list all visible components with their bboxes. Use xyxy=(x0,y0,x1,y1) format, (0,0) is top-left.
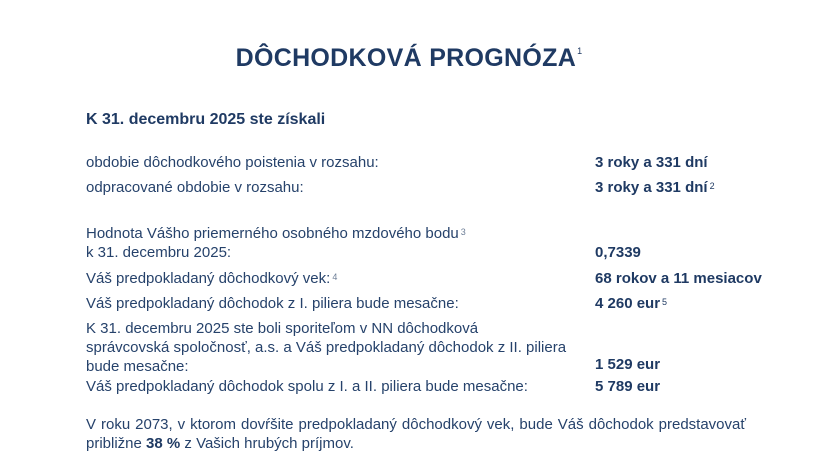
replacement-rate-paragraph xyxy=(86,415,746,453)
insurance-period-value xyxy=(595,153,708,172)
title-footnote-marker: 1 xyxy=(577,46,583,56)
pillar2-pension-row xyxy=(86,319,786,377)
wage-point-label-line2: k 31. decembru 2025: xyxy=(86,244,232,261)
retirement-age-footnote-marker: 4 xyxy=(332,272,338,282)
worked-period-label: odpracované obdobie v rozsahu: xyxy=(86,179,304,196)
replacement-rate-text-end: z Vašich hrubých príjmov. xyxy=(180,435,354,452)
pillar1-pension-value-text: 4 260 eur xyxy=(595,295,661,312)
pillar2-pension-label-line2: správcovská spoločnosť, a.s. a Váš predpokladaný dôchodok z II. piliera xyxy=(86,339,567,356)
wage-point-label-line1: Hodnota Vášho priemerného osobného mzdového bodu xyxy=(86,225,459,242)
worked-period-value xyxy=(595,178,715,197)
retirement-age-label xyxy=(86,269,566,288)
pillar1-footnote-marker: 5 xyxy=(662,297,668,307)
pillar2-pension-label xyxy=(86,319,586,376)
retirement-age-label-text: Váš predpokladaný dôchodkový vek: xyxy=(86,270,331,287)
page-title xyxy=(0,44,818,73)
pillar1-pension-value xyxy=(595,294,667,313)
insurance-period-label: obdobie dôchodkového poistenia v rozsahu: xyxy=(86,154,379,171)
replacement-rate-text-start: V roku 2073, v ktorom dovŕšite predpokladaný dôchodkový vek, bude Váš dôchodok predstavovať približne xyxy=(86,416,746,452)
wage-point-value: 0,7339 xyxy=(595,244,641,261)
worked-period-value-text: 3 roky a 331 dní xyxy=(595,179,708,196)
replacement-rate-percent: 38 % xyxy=(146,435,181,452)
total-pension-value: 5 789 eur xyxy=(595,378,661,395)
retirement-age-value: 68 rokov a 11 mesiacov xyxy=(595,270,762,287)
pillar2-pension-label-line1: K 31. decembru 2025 ste boli sporiteľom v NN dôchodková xyxy=(86,320,479,337)
wage-point-label xyxy=(86,224,566,262)
wage-point-row xyxy=(86,224,786,264)
pillar2-pension-label-line3: bude mesačne: xyxy=(86,358,189,375)
insurance-period-value-text: 3 roky a 331 dní xyxy=(595,154,708,171)
section-heading: K 31. decembru 2025 ste získali xyxy=(86,111,326,128)
pillar2-pension-value: 1 529 eur xyxy=(595,356,661,373)
worked-period-footnote-marker: 2 xyxy=(709,181,715,191)
pillar1-pension-label: Váš predpokladaný dôchodok z I. piliera bude mesačne: xyxy=(86,295,459,312)
page-title-text: DÔCHODKOVÁ PROGNÓZA xyxy=(235,44,577,72)
wage-point-footnote-marker: 3 xyxy=(460,227,466,237)
total-pension-label: Váš predpokladaný dôchodok spolu z I. a II. piliera bude mesačne: xyxy=(86,378,528,395)
